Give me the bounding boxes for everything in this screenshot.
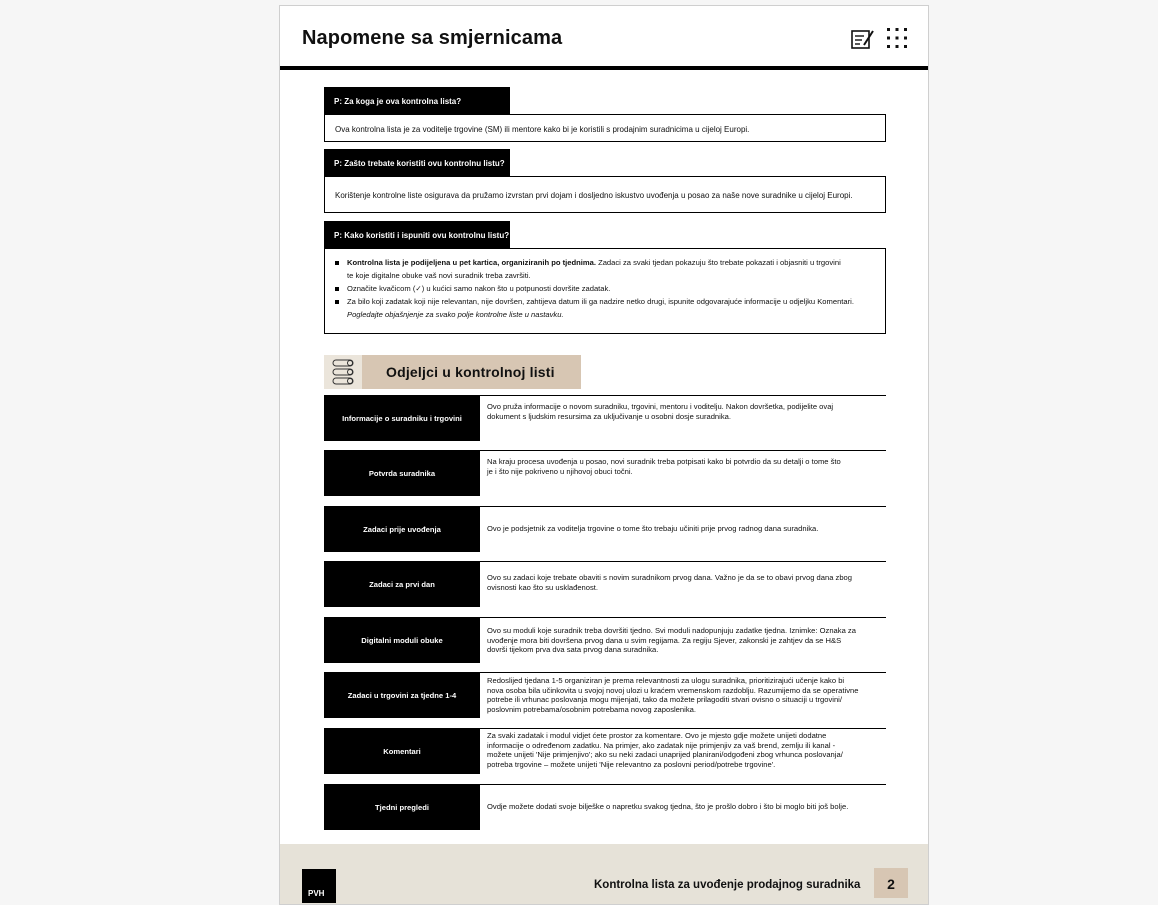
section-row: [324, 617, 886, 663]
qa-answer-box: [324, 114, 886, 142]
section-row-desc: Ovdje možete dodati svoje bilješke o napretku svakog tjedna, što je prošlo dobro i što bi moglo biti još bolje.: [487, 802, 849, 811]
brand-logo: PVH: [302, 869, 336, 903]
section-icon-box: [324, 355, 362, 389]
section-row: [324, 561, 886, 607]
page-header: [280, 6, 928, 70]
edit-note-icon[interactable]: [851, 28, 875, 50]
list-item-note: Pogledajte objašnjenje za svako polje kontrolne liste u nastavku.: [347, 310, 564, 319]
qa-answer: Korištenje kontrolne liste osigurava da pružamo izvrstan prvi dojam i dosljedno iskustvo uvođenja u posao za naše nove suradnike u cijeloj Europi.: [335, 191, 853, 200]
section-row-desc: Redoslijed tjedana 1-5 organiziran je prema relevantnosti za ulogu suradnika, prioritizirajući učenje kako bi nova osoba bila učinkovita u svojoj novoj ulozi u kraćem vremenskom razdoblju. Razumijemo da se operativne potrebe ili vrhunac poslovanja mogu mijenjati, tako da možete prilagoditi stvari ovisno o situaciji u trgovini/ poslovnim potrebama/osobnim potrebama novog zaposlenika.: [487, 676, 859, 714]
list-item: Označite kvačicom (✓) u kućici samo nakon što u potpunosti dovršite zadatak.: [335, 282, 875, 295]
checklist-icon: [324, 355, 362, 389]
qa-answer-box: [324, 176, 886, 213]
section-heading: [324, 355, 581, 389]
page-number: 2: [874, 868, 908, 898]
section-row-desc: Za svaki zadatak i modul vidjet ćete prostor za komentare. Ovo je mjesto gdje možete unijeti dodatne informacije o određenom zadatku. Na primjer, ako zadatak nije primjenjiv za vaš brend, zemlju ili kanal - možete unijeti 'Nije primjenjivo'; ako su neki zadaci unaprijed planirani/odgođeni zbog vrhunca poslovanja/ potreba trgovine – možete unijeti 'Nije relevantno za poslovni period/potrebe trgovine'.: [487, 731, 843, 769]
section-row-label: Zadaci za prvi dan: [324, 562, 480, 607]
qa-answer-box: [324, 248, 886, 334]
section-row: [324, 728, 886, 774]
section-row: [324, 450, 886, 496]
section-row: [324, 784, 886, 830]
qa-question: P: Za koga je ova kontrolna lista?: [324, 87, 510, 115]
list-item: Za bilo koji zadatak koji nije relevantan, nije dovršen, zahtijeva datum ili ga nadzire netko drugi, ispunite odgovarajuće informacije u odjeljku Komentari.: [335, 295, 875, 308]
page-footer: [280, 844, 928, 904]
grid-menu-icon[interactable]: [886, 27, 908, 49]
qa-question: P: Zašto trebate koristiti ovu kontrolnu listu?: [324, 149, 510, 177]
section-row-desc: Ovo je podsjetnik za voditelja trgovine o tome što trebaju učiniti prije prvog radnog dana suradnika.: [487, 524, 819, 533]
section-row-label: Digitalni moduli obuke: [324, 618, 480, 663]
section-row: [324, 395, 886, 441]
header-rule: [280, 66, 928, 70]
section-row: [324, 506, 886, 552]
qa-question: P: Kako koristiti i ispuniti ovu kontrolnu listu?: [324, 221, 510, 249]
footer-title: Kontrolna lista za uvođenje prodajnog suradnika: [594, 879, 861, 891]
section-row-label: Tjedni pregledi: [324, 785, 480, 830]
list-item-continuation: te koje digitalne obuke vaš novi suradnik treba završiti.: [347, 271, 531, 280]
section-row: [324, 672, 886, 718]
section-row-desc: Ovo pruža informacije o novom suradniku, trgovini, mentoru i voditelju. Nakon dovršetka, podijelite ovaj dokument s ljudskim resursima za uključivanje u osobni dosje suradnika.: [487, 402, 834, 421]
instruction-list: [335, 256, 875, 321]
list-item: Kontrolna lista je podijeljena u pet kartica, organiziranih po tjednima. Zadaci za svaki tjedan pokazuju što trebate pokazati i objasniti u trgovini: [335, 256, 875, 269]
qa-answer: Ova kontrolna lista je za voditelje trgovine (SM) ili mentore kako bi je koristili s prodajnim suradnicima u cijeloj Europi.: [335, 125, 750, 134]
document-page: [279, 5, 929, 905]
section-row-desc: Ovo su zadaci koje trebate obaviti s novim suradnikom prvog dana. Važno je da se to obavi prvog dana zbog ovisnosti kao što su usklađenost.: [487, 573, 852, 592]
section-title: Odjeljci u kontrolnoj listi: [386, 364, 555, 380]
section-row-label: Informacije o suradniku i trgovini: [324, 396, 480, 441]
page-title: Napomene sa smjernicama: [302, 27, 563, 49]
section-row-label: Zadaci prije uvođenja: [324, 507, 480, 552]
section-row-label: Potvrda suradnika: [324, 451, 480, 496]
section-row-label: Zadaci u trgovini za tjedne 1-4: [324, 673, 480, 718]
section-row-desc: Ovo su moduli koje suradnik treba dovršiti tjedno. Svi moduli nadopunjuju zadatke tjedna. Iznimke: Oznaka za uvođenje mora biti dovršena prvog dana u svim regijama. Za regiju Sjever, zakonski je zahtjev da se H&S dovrši tijekom prva dva sata prvog dana suradnika.: [487, 626, 856, 655]
section-row-label: Komentari: [324, 729, 480, 774]
section-row-desc: Na kraju procesa uvođenja u posao, novi suradnik treba potpisati kako bi potvrdio da su detalji o tome što je i što nije pokriveno u njihovoj obuci točni.: [487, 457, 841, 476]
